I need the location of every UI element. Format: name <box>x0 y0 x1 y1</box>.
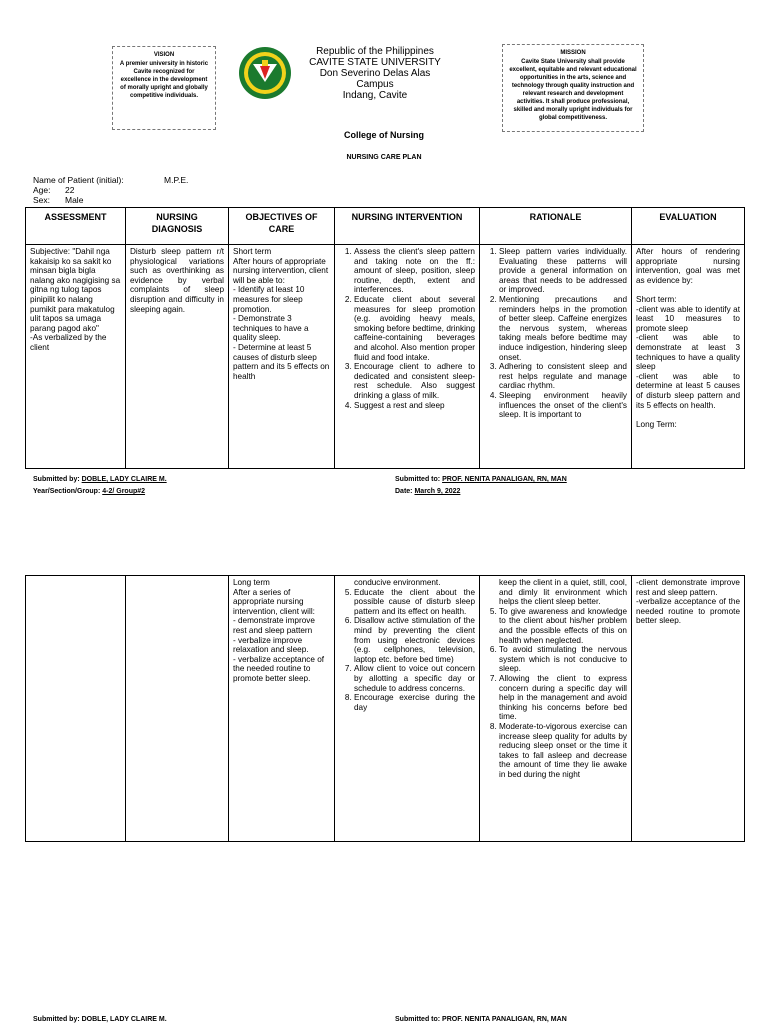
evaluation-cell-cont: -client demonstrate improve rest and sleep pattern. -verbalize acceptance of the needed routine to promote better sleep. <box>632 576 745 842</box>
vision-box <box>112 46 216 130</box>
intervention-item: 8. Encourage exercise during the day <box>354 693 475 712</box>
vision-text: A premier university in historic Cavite recognized for excellence in the development of morally upright and globally competitive individuals. <box>119 61 209 99</box>
care-plan-table-page2 <box>25 575 745 842</box>
document-title: NURSING CARE PLAN <box>346 154 422 161</box>
submitted-by-label: Submitted by: <box>33 476 80 483</box>
rationale-item: 6. To avoid stimulating the nervous system which is not conducive to sleep. <box>499 645 627 674</box>
header-line2: CAVITE STATE UNIVERSITY <box>309 57 441 68</box>
submitted-to-value: PROF. NENITA PANALIGAN, RN, MAN <box>442 476 567 483</box>
col-nursing-diagnosis: NURSING DIAGNOSIS <box>126 208 229 245</box>
table-row <box>26 245 745 469</box>
intervention-continued: conducive environment. <box>354 578 441 587</box>
submitted-to-label: Submitted to: <box>395 476 441 483</box>
mission-text: Cavite State University shall provide excellent, equitable and relevant educational opportunities in the arts, science and technology through quality instruction and relevant research and development activities. It shall produce professional, skilled and morally upright individuals for global competitiveness. <box>509 59 637 121</box>
rationale-item: 1. Sleep pattern varies individually. Evaluating these patterns will provide a general information on areas that needs to be addressed or improved. <box>499 247 627 295</box>
intervention-cell <box>335 245 480 469</box>
mission-title: MISSION <box>560 50 586 56</box>
rationale-cell-cont <box>480 576 632 842</box>
header-line3: Don Severino Delas Alas <box>319 68 431 79</box>
rationale-item: 7. Allowing the client to express concern during a specific day will help in the management and avoid thinking his concerns before bed time. <box>499 674 627 722</box>
col-intervention: NURSING INTERVENTION <box>335 208 480 245</box>
header-line4: Campus <box>356 79 394 90</box>
year-section-group <box>33 488 145 495</box>
table-header-row <box>26 208 745 245</box>
assessment-cell: Subjective: "Dahil nga kakaisip ko sa sakit ko minsan bigla bigla nalang ako nagigising sa gitna ng tulog tapos pinipilit ko nalang pumikit para makatulog ulit tapos sa umaga parang pagod ako" -As verbalized by the client <box>26 245 126 469</box>
col-evaluation: EVALUATION <box>632 208 745 245</box>
footer-submitted-by: Submitted by: DOBLE, LADY CLAIRE M. <box>33 1016 167 1023</box>
patient-sex-value: Male <box>65 195 84 205</box>
rationale-cell <box>480 245 632 469</box>
header-line5: Indang, Cavite <box>342 90 408 101</box>
date-label: Date: <box>395 488 413 495</box>
university-header <box>290 46 460 101</box>
footer-submitted-to: Submitted to: PROF. NENITA PANALIGAN, RN, MAN <box>395 1016 567 1023</box>
rationale-continued: keep the client in a quiet, still, cool, and dimly lit environment which helps the client sleep better. <box>499 578 627 607</box>
assessment-cell-empty <box>26 576 126 842</box>
diagnosis-cell: Disturb sleep pattern r/t physiological variations such as overthinking as evidence by verbal complaints of sleep disruption and difficulty in sleeping again. <box>126 245 229 469</box>
rationale-item: 3. Adhering to consistent sleep and rest helps regulate and manage cardiac rhythm. <box>499 362 627 391</box>
rationale-item: 4. Sleeping environment heavily influences the onset of the client's sleep. It is important to <box>499 391 627 420</box>
submitted-by-value: DOBLE, LADY CLAIRE M. <box>81 476 167 483</box>
intervention-cell-cont <box>335 576 480 842</box>
col-assessment: ASSESSMENT <box>26 208 126 245</box>
submitted-by <box>33 476 167 483</box>
rationale-item: 2. Mentioning precautions and reminders helps in the promotion of better sleep. Caffeine energizes the nervous system, whereas taking meals before bedtime may induce indigestion, hindering sleep onset. <box>499 295 627 362</box>
intervention-item: 1. Assess the client's sleep pattern and taking note on the ff.: amount of sleep, position, sleep routine, depth, extent and interferences. <box>354 247 475 295</box>
ysg-label: Year/Section/Group: <box>33 488 101 495</box>
date-value: March 9, 2022 <box>414 488 461 495</box>
objectives-cell: Short term After hours of appropriate nursing intervention, client will be able to: - Identify at least 10 measures for sleep promotion. - Demonstrate 3 techniques to have a quality sleep. - Determine at least 5 causes of disturb sleep pattern and its 5 effects on health <box>229 245 335 469</box>
col-objectives: OBJECTIVES OF CARE <box>229 208 335 245</box>
intervention-item: 4. Suggest a rest and sleep <box>354 401 475 411</box>
intervention-item: 3. Encourage client to adhere to dedicated and consistent sleep-rest schedule. Also suggest drinking a glass of milk. <box>354 362 475 400</box>
evaluation-cell: After hours of rendering appropriate nursing intervention, goal was met as evidence by: Short term: -client was able to identify at least 10 measures to promote sleep -client was able to demonstrate at least 3 techniques to have a quality sleep -client was able to determine at least 5 causes of disturb sleep pattern and its 5 effects on health. Long Term: <box>632 245 745 469</box>
intervention-item: 6. Disallow active stimulation of the mind by preventing the client from using electronic devices (e.g. cellphones, television, laptop etc. before bed time) <box>354 616 475 664</box>
submitted-to <box>395 476 567 483</box>
patient-age-label: Age: <box>33 185 51 195</box>
care-plan-table-page1 <box>25 207 745 469</box>
patient-name-label: Name of Patient (initial): <box>33 175 124 185</box>
vision-title: VISION <box>153 52 175 58</box>
objectives-long-term-cell: Long term After a series of appropriate nursing intervention, client will: - demonstrate improve rest and sleep pattern - verbalize improve relaxation and sleep. - verbalize acceptance of the needed routine to promote better sleep. <box>229 576 335 842</box>
college-name: College of Nursing <box>343 130 424 140</box>
intervention-item: 2. Educate client about several measures for sleep promotion (e.g. avoiding heavy meals, smoking before bedtime, drinking caffeine-containing beverages and alcohol. Also mention proper fluid and food intake. <box>354 295 475 362</box>
ysg-value: 4-2/ Group#2 <box>102 488 146 495</box>
rationale-item: 5. To give awareness and knowledge to the client about his/her problem and the possible effects of this on health when neglected. <box>499 607 627 645</box>
rationale-item: 8. Moderate-to-vigorous exercise can increase sleep quality for adults by reducing sleep onset or the time it takes to fall asleep and decrease the amount of time they lie awake in bed during the night <box>499 722 627 780</box>
patient-age-value: 22 <box>65 185 75 195</box>
patient-name-value: M.P.E. <box>164 175 189 185</box>
patient-sex-label: Sex: <box>33 195 51 205</box>
table-row <box>26 576 745 842</box>
mission-box <box>502 44 644 132</box>
diagnosis-cell-empty <box>126 576 229 842</box>
university-logo <box>238 46 292 105</box>
intervention-item: 7. Allow client to voice out concern by allotting a specific day or schedule to address concerns. <box>354 664 475 693</box>
col-rationale: RATIONALE <box>480 208 632 245</box>
intervention-item: 5. Educate the client about the possible cause of disturb sleep pattern and its effect on health. <box>354 588 475 617</box>
patient-info <box>33 175 189 206</box>
submission-date <box>395 488 460 495</box>
header-line1: Republic of the Philippines <box>316 46 434 57</box>
